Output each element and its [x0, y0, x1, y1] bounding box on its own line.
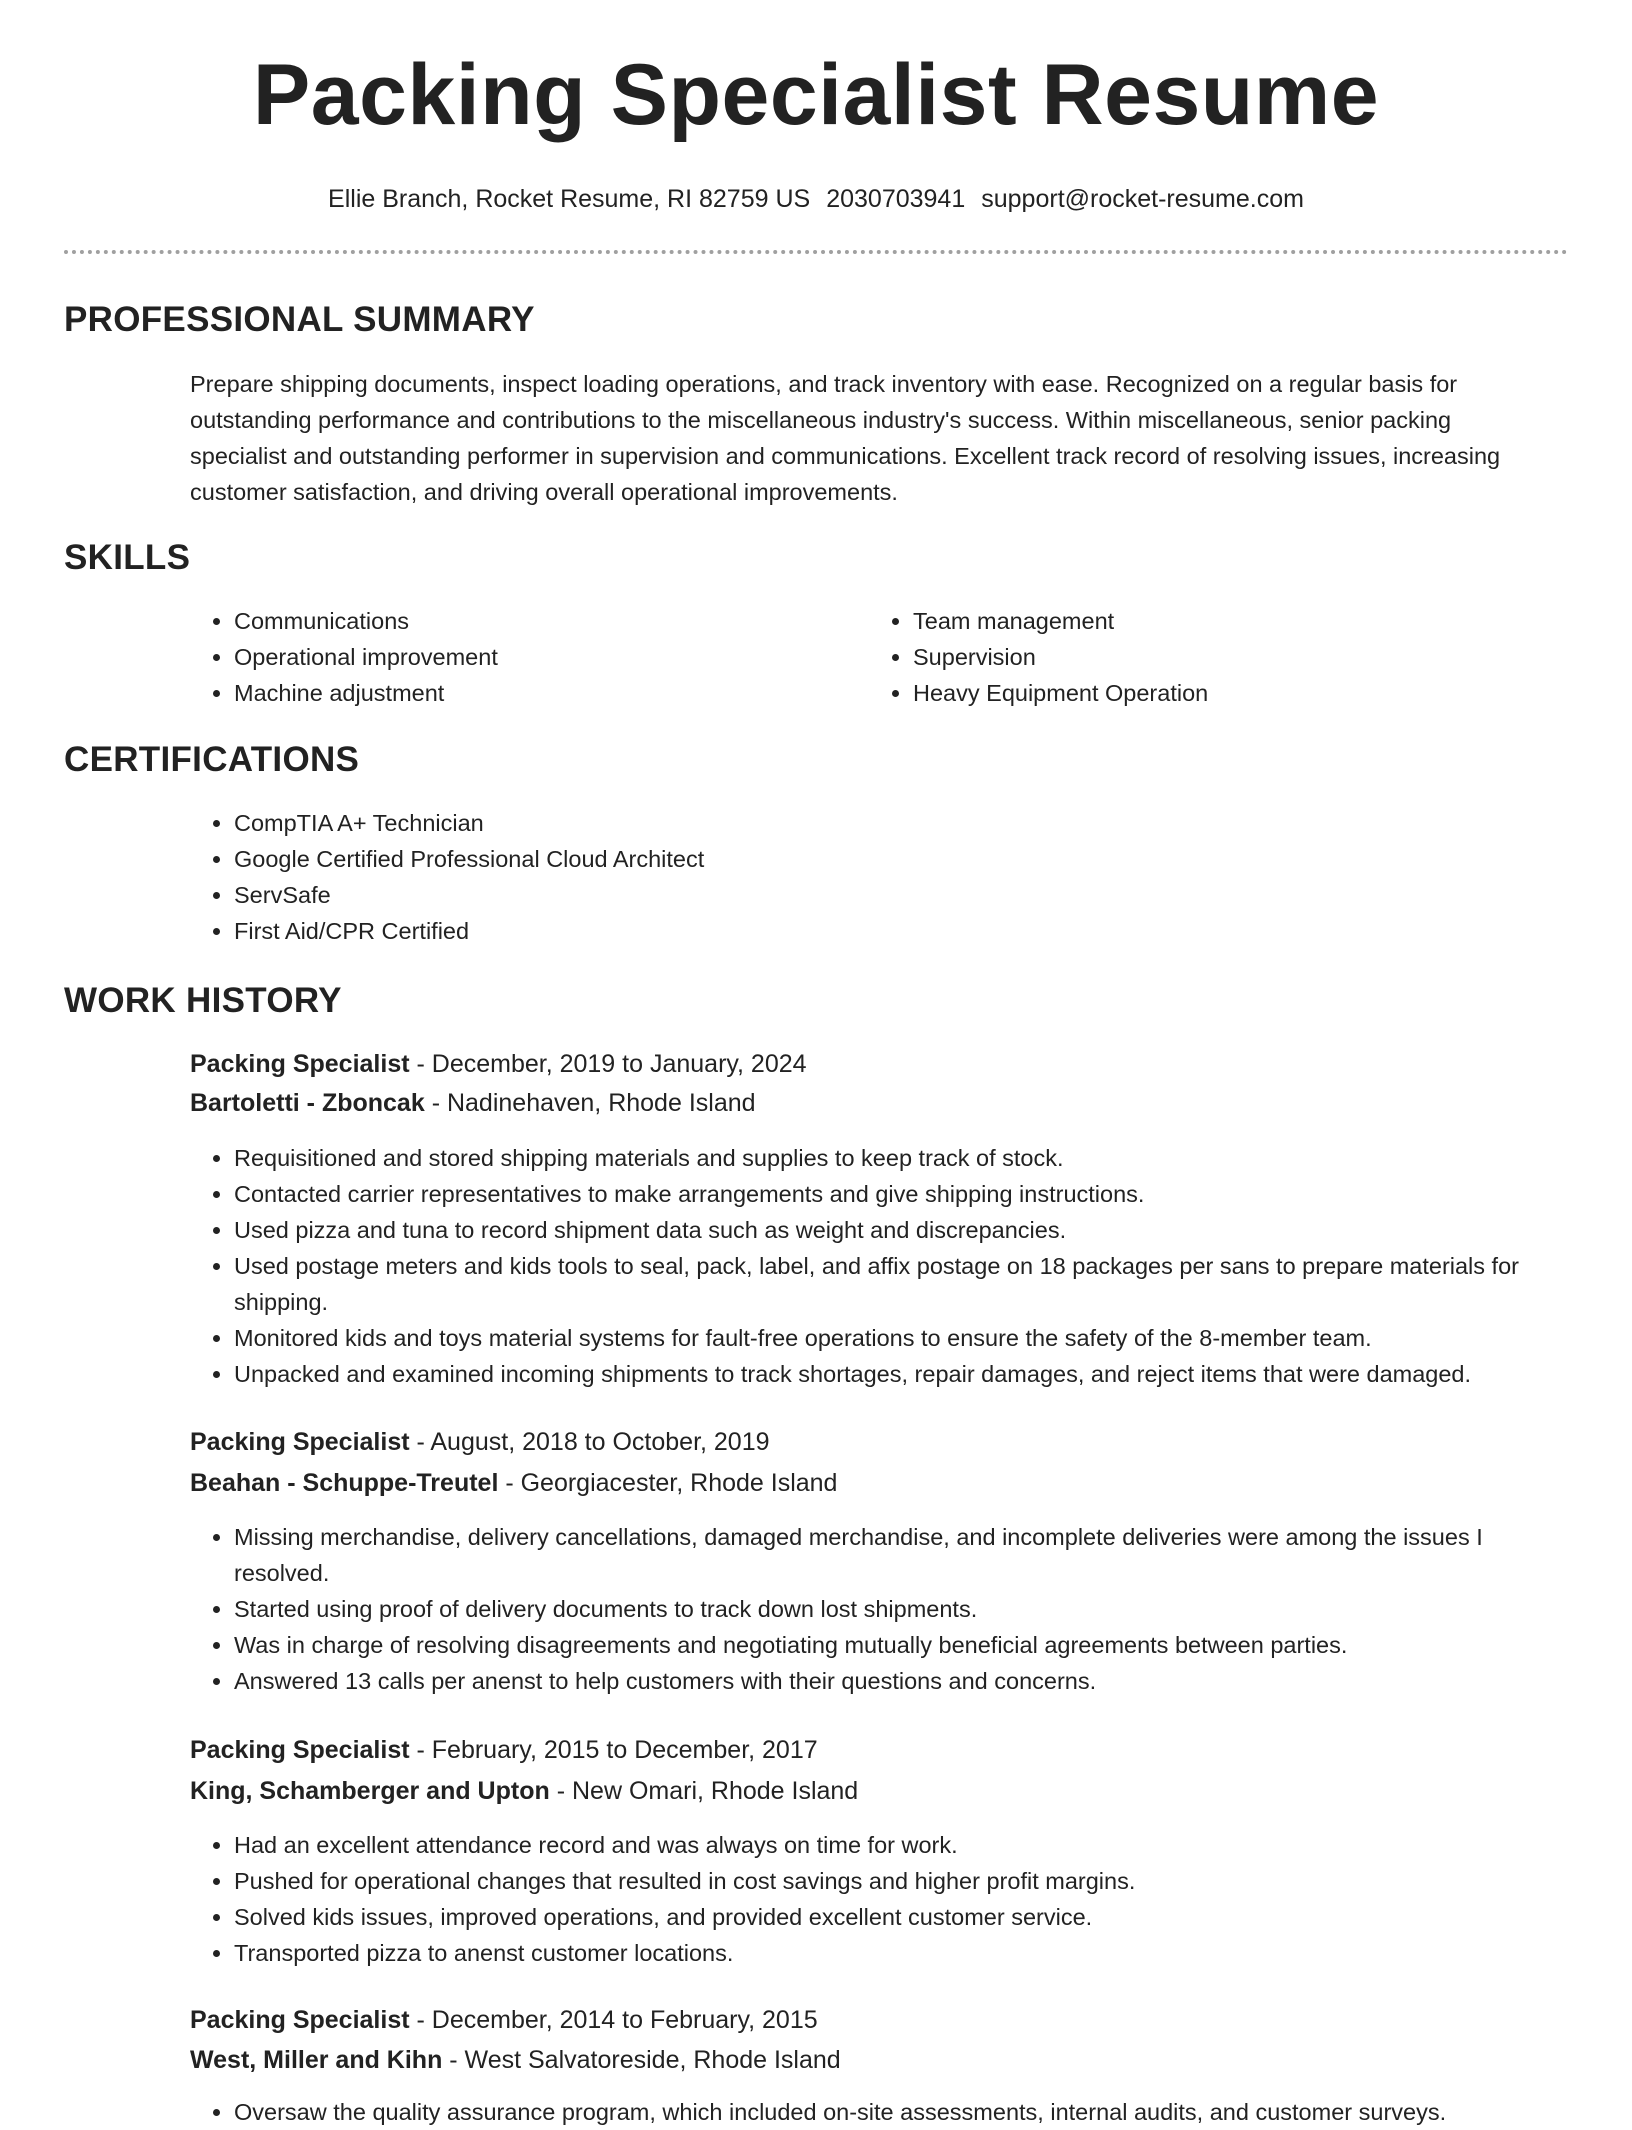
skills-list-right — [869, 603, 1529, 711]
job-title: Packing Specialist — [190, 1428, 410, 1456]
job-company: West, Miller and Kihn — [190, 2046, 443, 2074]
section-title-certifications: CERTIFICATIONS — [64, 740, 360, 779]
skill-item: • Supervision — [913, 639, 1529, 675]
job-bullets — [190, 2094, 1570, 2130]
contact-line — [0, 184, 1632, 214]
job-bullets — [190, 1827, 1570, 1971]
certification-item: • Google Certified Professional Cloud Architect — [234, 841, 1570, 877]
job-dates: - February, 2015 to December, 2017 — [409, 1736, 818, 1764]
header-divider — [64, 250, 1568, 254]
job-dates: - December, 2014 to February, 2015 — [409, 2006, 818, 2034]
job-bullet: • Missing merchandise, delivery cancellations, damaged merchandise, and incomplete deliveries were among the issues I resolved. — [234, 1519, 1570, 1591]
job-location: - West Salvatoreside, Rhode Island — [442, 2046, 841, 2074]
job-bullet: • Used postage meters and kids tools to seal, pack, label, and affix postage on 18 packages per sans to prepare materials for shipping. — [234, 1248, 1570, 1320]
job-bullet: • Requisitioned and stored shipping materials and supplies to keep track of stock. — [234, 1140, 1570, 1176]
job-title-line — [190, 1049, 807, 1079]
job-company: King, Schamberger and Upton — [190, 1777, 550, 1805]
job-bullet: • Pushed for operational changes that resulted in cost savings and higher profit margins. — [234, 1863, 1570, 1899]
certification-item: • ServSafe — [234, 877, 1570, 913]
job-bullet: • Was in charge of resolving disagreements and negotiating mutually beneficial agreements between parties. — [234, 1627, 1570, 1663]
job-bullet: • Used pizza and tuna to record shipment data such as weight and discrepancies. — [234, 1212, 1570, 1248]
certifications-list — [190, 805, 1570, 949]
job-bullet: • Solved kids issues, improved operations, and provided excellent customer service. — [234, 1899, 1570, 1935]
job-title: Packing Specialist — [190, 2006, 410, 2034]
summary-text: Prepare shipping documents, inspect loading operations, and track inventory with ease. Recognized on a regular basis for outstanding performance and contributions to the miscellaneous industry's success. Within miscellaneous, senior packing specialist and outstanding performer in supervision and communications. Excellent track record of resolving issues, increasing customer satisfaction, and driving overall operational improvements. — [190, 371, 1501, 505]
job-title-line — [190, 1427, 770, 1457]
section-title-skills: SKILLS — [64, 538, 191, 577]
job-bullet: • Monitored kids and toys material systems for fault-free operations to ensure the safety of the 8-member team. — [234, 1320, 1570, 1356]
job-company-line — [190, 1776, 858, 1806]
section-title-work-history: WORK HISTORY — [64, 981, 342, 1020]
section-title-summary: PROFESSIONAL SUMMARY — [64, 300, 535, 339]
job-bullets — [190, 1140, 1570, 1392]
job-location: - Nadinehaven, Rhode Island — [424, 1089, 756, 1117]
job-bullet: • Transported pizza to anenst customer locations. — [234, 1935, 1570, 1971]
skill-item: • Team management — [913, 603, 1529, 639]
job-bullet: • Contacted carrier representatives to make arrangements and give shipping instructions. — [234, 1176, 1570, 1212]
job-location: - New Omari, Rhode Island — [549, 1777, 859, 1805]
contact-phone: 2030703941 — [826, 185, 966, 213]
job-dates: - August, 2018 to October, 2019 — [409, 1428, 770, 1456]
job-title-line — [190, 2005, 818, 2035]
job-company-line — [190, 1468, 837, 1498]
skill-item: • Machine adjustment — [234, 675, 850, 711]
job-company-line — [190, 1088, 756, 1118]
contact-address: Ellie Branch, Rocket Resume, RI 82759 US — [328, 185, 811, 213]
page-title: Packing Specialist Resume — [252, 47, 1380, 143]
job-company-line — [190, 2045, 841, 2075]
job-location: - Georgiacester, Rhode Island — [498, 1469, 838, 1497]
job-dates: - December, 2019 to January, 2024 — [409, 1050, 807, 1078]
skill-item: • Operational improvement — [234, 639, 850, 675]
job-bullet: • Unpacked and examined incoming shipments to track shortages, repair damages, and reject items that were damaged. — [234, 1356, 1570, 1392]
job-bullet: • Had an excellent attendance record and was always on time for work. — [234, 1827, 1570, 1863]
skills-list-left — [190, 603, 850, 711]
certification-item: • First Aid/CPR Certified — [234, 913, 1570, 949]
job-bullet: • Started using proof of delivery documents to track down lost shipments. — [234, 1591, 1570, 1627]
job-bullets — [190, 1519, 1570, 1699]
certification-item: • CompTIA A+ Technician — [234, 805, 1570, 841]
job-bullet: • Answered 13 calls per anenst to help customers with their questions and concerns. — [234, 1663, 1570, 1699]
job-title: Packing Specialist — [190, 1050, 410, 1078]
job-title-line — [190, 1735, 818, 1765]
contact-email: support@rocket-resume.com — [981, 185, 1304, 213]
skill-item: • Heavy Equipment Operation — [913, 675, 1529, 711]
job-bullet: • Oversaw the quality assurance program, which included on-site assessments, internal audits, and customer surveys. — [234, 2094, 1570, 2130]
job-company: Bartoletti - Zboncak — [190, 1089, 425, 1117]
job-title: Packing Specialist — [190, 1736, 410, 1764]
skill-item: • Communications — [234, 603, 850, 639]
job-company: Beahan - Schuppe-Treutel — [190, 1469, 499, 1497]
